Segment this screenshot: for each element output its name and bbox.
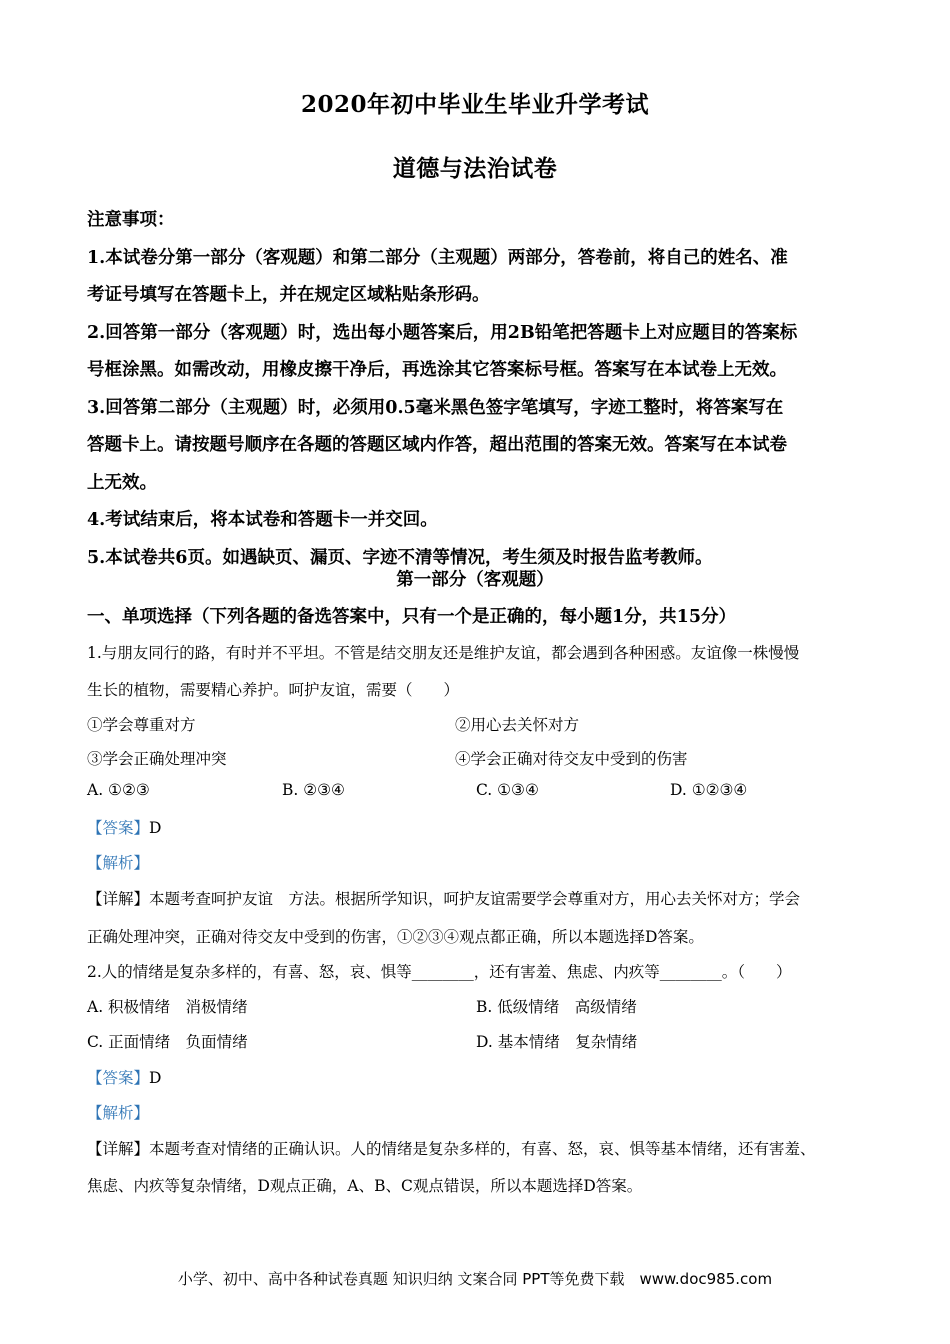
q2-analysis bbox=[87, 1101, 149, 1123]
q1-item-3: ③学会正确处理冲突 bbox=[87, 750, 227, 768]
q1-detail-line2: 正确处理冲突，正确对待交友中受到的伤害，①②③④观点都正确，所以本题选择D答案。 bbox=[87, 928, 704, 946]
q2-option-b: B. 低级情绪 高级情绪 bbox=[476, 998, 637, 1016]
answer-value: D bbox=[149, 819, 162, 837]
q1-item-4: ④学会正确对待交友中受到的伤害 bbox=[455, 750, 688, 768]
detail-label: 【详解】 bbox=[87, 1140, 150, 1158]
notes-line: 答题卡上。请按题号顺序在各题的答题区域内作答，超出范围的答案无效。答案写在本试卷 bbox=[87, 435, 787, 455]
section-title: 第一部分（客观题） bbox=[396, 570, 554, 590]
q1-option-d: D. ①②③④ bbox=[670, 781, 748, 799]
exam-title: 2020年初中毕业生毕业升学考试 bbox=[300, 91, 649, 118]
detail-label: 【详解】 bbox=[87, 890, 150, 908]
q2-stem: 2.人的情绪是复杂多样的，有喜、怒，哀、惧等________，还有害羞、焦虑、内疚等________。（ ） bbox=[87, 963, 792, 981]
notes-line: 3.回答第二部分（主观题）时，必须用0.5毫米黑色签字笔填写，字迹工整时，将答案写在 bbox=[87, 397, 784, 418]
answer-label: 【答案】 bbox=[87, 819, 150, 837]
notes-line: 考证号填写在答题卡上，并在规定区域粘贴条形码。 bbox=[87, 285, 490, 305]
q2-option-d: D. 基本情绪 复杂情绪 bbox=[476, 1033, 638, 1051]
page-footer: 小学、初中、高中各种试卷真题 知识归纳 文案合同 PPT等免费下载 www.doc985.com bbox=[177, 1270, 773, 1288]
notes-block bbox=[87, 202, 867, 577]
detail-text: 本题考查对情绪的正确认识。人的情绪是复杂多样的，有喜、怒，哀、惧等基本情绪，还有害羞、 bbox=[149, 1140, 816, 1158]
q2-option-a: A. 积极情绪 消极情绪 bbox=[87, 998, 248, 1016]
answer-label: 【答案】 bbox=[87, 1069, 150, 1087]
notes-heading: 注意事项： bbox=[87, 210, 175, 230]
analysis-label: 【解析】 bbox=[87, 854, 150, 872]
analysis-label: 【解析】 bbox=[87, 1104, 150, 1122]
answer-value: D bbox=[149, 1069, 162, 1087]
q1-option-b: B. ②③④ bbox=[282, 781, 345, 799]
q1-answer bbox=[87, 816, 161, 838]
q1-option-a: A. ①②③ bbox=[87, 781, 150, 799]
q2-answer bbox=[87, 1066, 161, 1088]
notes-line: 4.考试结束后，将本试卷和答题卡一并交回。 bbox=[87, 510, 438, 530]
notes-line: 号框涂黑。如需改动，用橡皮擦干净后，再选涂其它答案标号框。答案写在本试卷上无效。 bbox=[87, 360, 787, 380]
q2-option-c: C. 正面情绪 负面情绪 bbox=[87, 1033, 248, 1051]
notes-line: 上无效。 bbox=[87, 472, 157, 493]
q1-detail-line1 bbox=[87, 887, 800, 909]
exam-subtitle: 道德与法治试卷 bbox=[392, 155, 558, 182]
q1-option-c: C. ①③④ bbox=[476, 781, 539, 799]
detail-text: 本题考查呵护友谊 方法。根据所学知识，呵护友谊需要学会尊重对方，用心去关怀对方；学会 bbox=[149, 890, 801, 908]
q2-detail-line1 bbox=[87, 1137, 816, 1159]
section-subtitle: 一、单项选择（下列各题的备选答案中，只有一个是正确的，每小题1分，共15分） bbox=[87, 607, 737, 627]
notes-line: 1.本试卷分第一部分（客观题）和第二部分（主观题）两部分，答卷前，将自己的姓名、准 bbox=[87, 247, 788, 268]
q1-analysis bbox=[87, 851, 149, 873]
notes-line: 5.本试卷共6页。如遇缺页、漏页、字迹不清等情况，考生须及时报告监考教师。 bbox=[87, 547, 713, 568]
q1-stem-line2: 生长的植物，需要精心养护。呵护友谊，需要（ ） bbox=[87, 681, 460, 699]
q1-item-1: ①学会尊重对方 bbox=[87, 716, 196, 734]
q1-item-2: ②用心去关怀对方 bbox=[455, 716, 580, 734]
q2-detail-line2: 焦虑、内疚等复杂情绪，D观点正确，A、B、C观点错误，所以本题选择D答案。 bbox=[87, 1177, 643, 1195]
q1-stem-line1: 1.与朋友同行的路，有时并不平坦。不管是结交朋友还是维护友谊，都会遇到各种困惑。友谊像一株慢慢 bbox=[87, 644, 800, 662]
notes-line: 2.回答第一部分（客观题）时，选出每小题答案后，用2B铅笔把答题卡上对应题目的答案标 bbox=[87, 322, 798, 343]
